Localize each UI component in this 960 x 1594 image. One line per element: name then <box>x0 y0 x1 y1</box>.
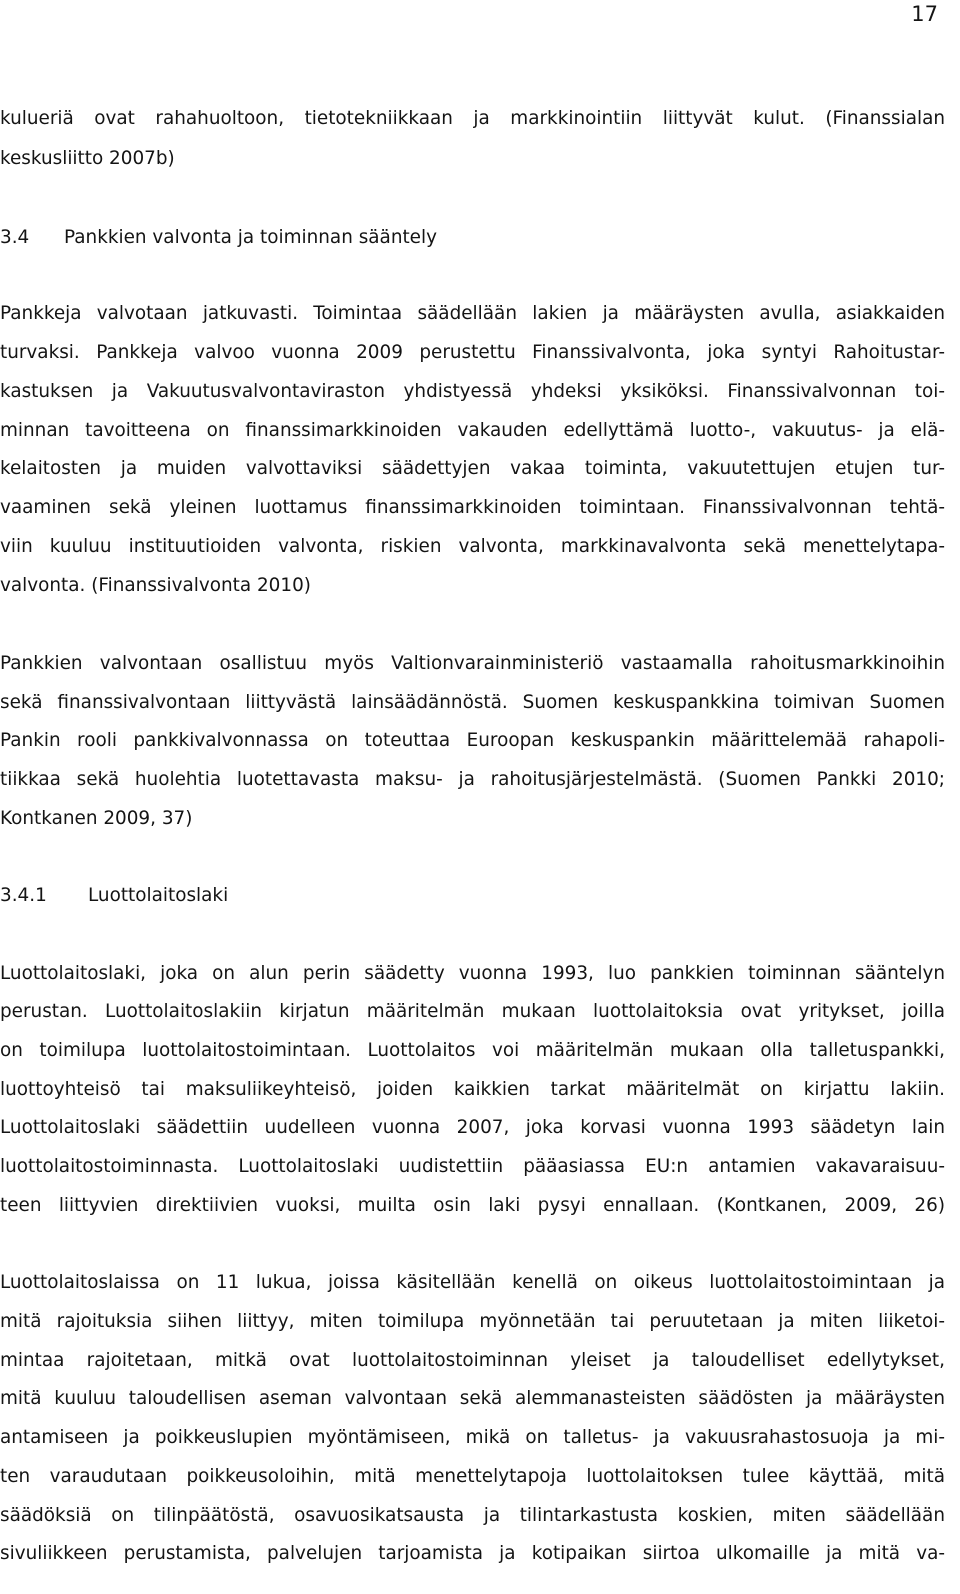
text-line: viin kuuluu instituutioiden valvonta, riskien valvonta, markkinavalvonta sekä menettelytapa- <box>0 536 945 557</box>
text-line: Pankkien valvontaan osallistuu myös Valtionvarainministeriö vastaamalla rahoitusmarkkinoihin <box>0 653 945 674</box>
text-line: sivuliikkeen perustamista, palvelujen tarjoamista ja kotipaikan siirtoa ulkomaille ja mitä va- <box>0 1543 945 1564</box>
text-line: mintaa rajoitetaan, mitkä ovat luottolaitostoiminnan yleiset ja taloudelliset edellytykset, <box>0 1350 945 1371</box>
text-line: kastuksen ja Vakuutusvalvontaviraston yhdistyessä yhdeksi yksiköksi. Finanssivalvonnan toi- <box>0 381 945 402</box>
text-line: valvonta. (Finanssivalvonta 2010) <box>0 575 311 596</box>
text-line: minnan tavoitteena on finanssimarkkinoiden vakauden edellyttämä luotto-, vakuutus- ja elä- <box>0 420 945 441</box>
page-number: 17 <box>911 2 938 26</box>
text-line: teen liittyvien direktiivien vuoksi, muilta osin laki pysyi ennallaan. (Kontkanen, 2009, 26) <box>0 1195 945 1216</box>
text-line: Kontkanen 2009, 37) <box>0 808 193 829</box>
text-line: kulueriä ovat rahahuoltoon, tietotekniikkaan ja markkinointiin liittyvät kulut. (Finanssialan <box>0 108 945 129</box>
section-title: Pankkien valvonta ja toiminnan sääntely <box>64 227 437 248</box>
section-title: Luottolaitoslaki <box>88 885 229 906</box>
text-line: sekä finanssivalvontaan liittyvästä lainsäädännöstä. Suomen keskuspankkina toimivan Suomen <box>0 692 945 713</box>
text-line: turvaksi. Pankkeja valvoo vuonna 2009 perustettu Finanssivalvonta, joka syntyi Rahoitustar- <box>0 342 945 363</box>
text-line: mitä kuuluu taloudellisen aseman valvontaan sekä alemmanasteisten säädösten ja määräysten <box>0 1388 945 1409</box>
section-heading <box>0 225 437 251</box>
text-line: Luottolaitoslaissa on 11 lukua, joissa käsitellään kenellä on oikeus luottolaitostoimintaan ja <box>0 1272 945 1293</box>
text-line: Pankin rooli pankkivalvonnassa on toteuttaa Euroopan keskuspankin määrittelemää rahapoli- <box>0 730 945 751</box>
text-line: luottolaitostoiminnasta. Luottolaitoslaki uudistettiin pääasiassa EU:n antamien vakavaraisuu- <box>0 1156 945 1177</box>
text-line: vaaminen sekä yleinen luottamus finanssimarkkinoiden toimintaan. Finanssivalvonnan tehtä- <box>0 497 945 518</box>
text-line: on toimilupa luottolaitostoimintaan. Luottolaitos voi määritelmän mukaan olla talletuspankki, <box>0 1040 945 1061</box>
subsection-heading <box>0 883 228 909</box>
text-line: mitä rajoituksia siihen liittyy, miten toimilupa myönnetään tai peruutetaan ja miten liiketoi- <box>0 1311 945 1332</box>
text-line: tiikkaa sekä huolehtia luotettavasta maksu- ja rahoitusjärjestelmästä. (Suomen Pankki 2010; <box>0 769 945 790</box>
text-line: säädöksiä on tilinpäätöstä, osavuosikatsausta ja tilintarkastusta koskien, miten säädellään <box>0 1505 945 1526</box>
section-number: 3.4.1 <box>0 885 47 906</box>
section-number: 3.4 <box>0 227 30 248</box>
text-line: Luottolaitoslaki säädettiin uudelleen vuonna 2007, joka korvasi vuonna 1993 säädetyn lain <box>0 1117 945 1138</box>
text-line: antamiseen ja poikkeuslupien myöntämiseen, mikä on talletus- ja vakuusrahastosuoja ja mi- <box>0 1427 945 1448</box>
text-line: kelaitosten ja muiden valvottaviksi säädettyjen vakaa toiminta, vakuutettujen etujen tur- <box>0 458 945 479</box>
text-line: keskusliitto 2007b) <box>0 148 175 169</box>
text-line: Luottolaitoslaki, joka on alun perin säädetty vuonna 1993, luo pankkien toiminnan sääntelyn <box>0 963 945 984</box>
text-line: luottoyhteisö tai maksuliikeyhteisö, joiden kaikkien tarkat määritelmät on kirjattu lakiin. <box>0 1079 945 1100</box>
text-line: ten varaudutaan poikkeusoloihin, mitä menettelytapoja luottolaitoksen tulee käyttää, mitä <box>0 1466 945 1487</box>
text-line: perustan. Luottolaitoslakiin kirjatun määritelmän mukaan luottolaitoksia ovat yritykset, joilla <box>0 1001 945 1022</box>
text-line: Pankkeja valvotaan jatkuvasti. Toimintaa säädellään lakien ja määräysten avulla, asiakkaiden <box>0 303 945 324</box>
